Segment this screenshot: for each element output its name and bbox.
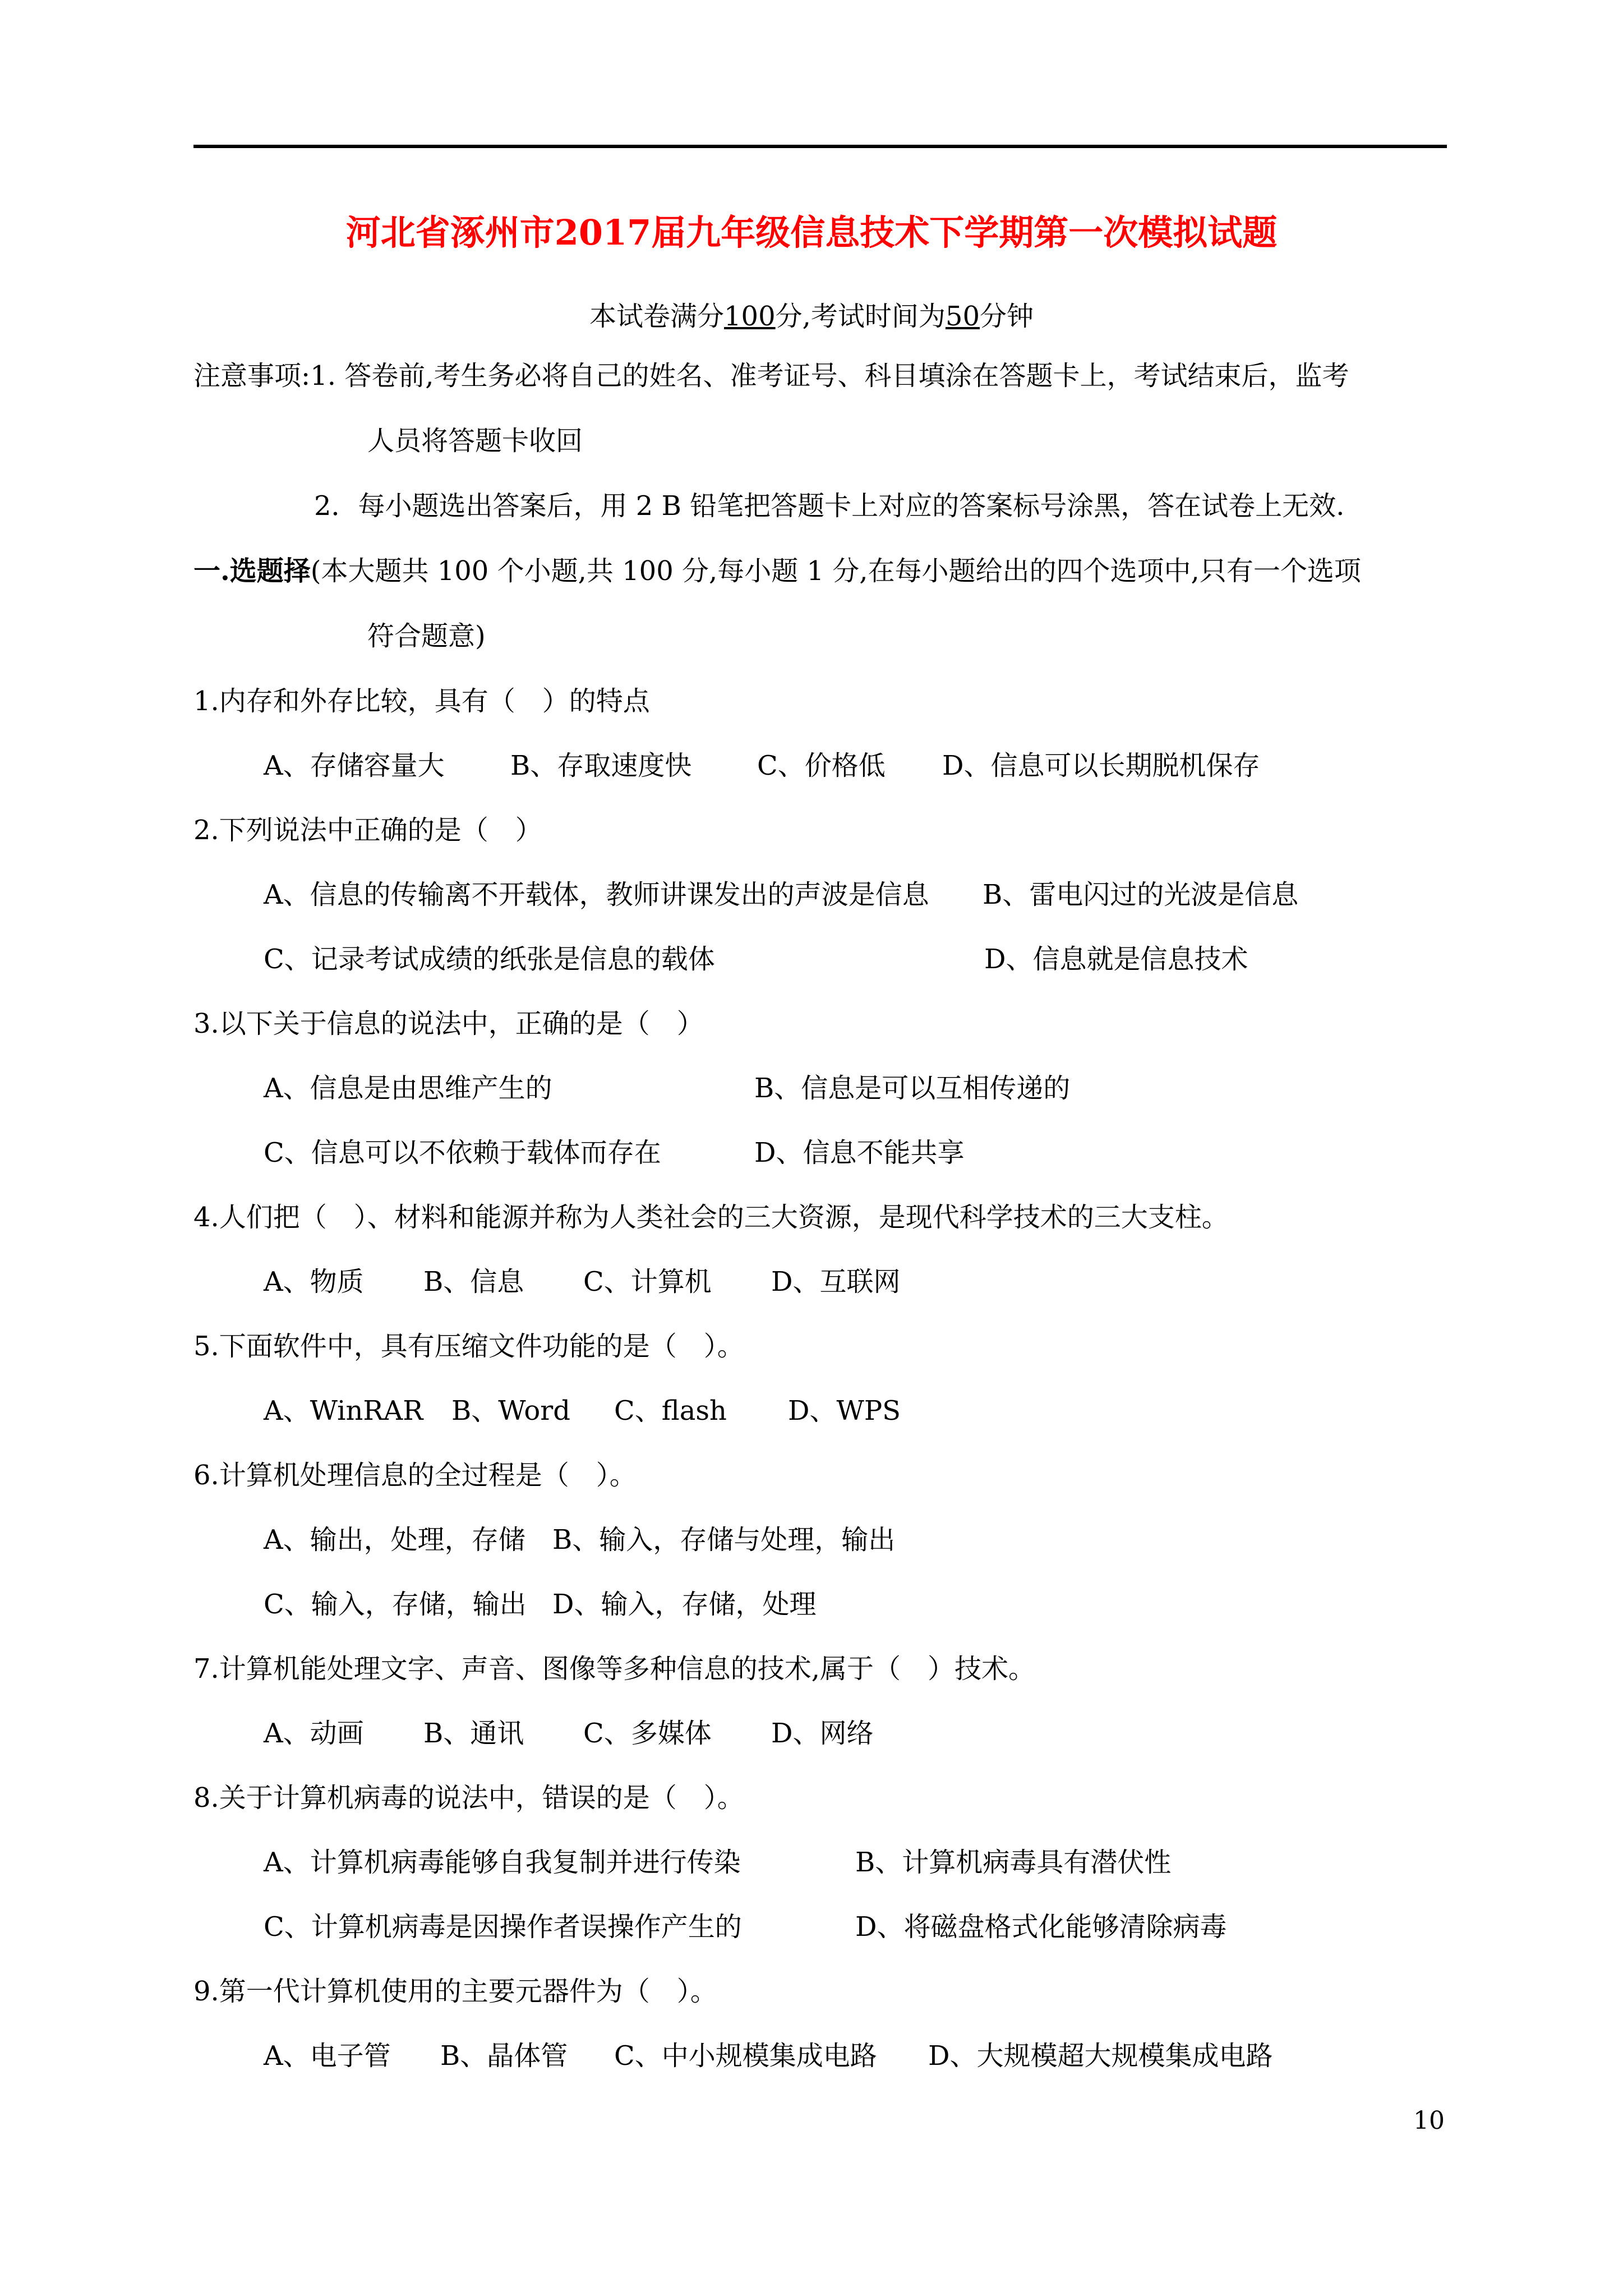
page-title: 河北省涿州市2017届九年级信息技术下学期第一次模拟试题 <box>345 212 1278 253</box>
question-option: D、互联网 <box>771 1266 901 1297</box>
question-option: B、Word <box>451 1395 570 1427</box>
question-option: D、WPS <box>788 1395 901 1427</box>
exam-time: 50 <box>945 301 980 332</box>
question-option: D、信息就是信息技术 <box>984 944 1248 975</box>
question-option: B、通讯 <box>423 1718 524 1749</box>
question-option: D、信息可以长期脱机保存 <box>942 750 1260 781</box>
question-stem: 1.内存和外存比较，具有（ ）的特点 <box>193 685 650 717</box>
question-stem: 5.下面软件中，具有压缩文件功能的是（ ）。 <box>193 1331 744 1362</box>
question-stem: 8.关于计算机病毒的说法中，错误的是（ ）。 <box>193 1782 744 1814</box>
section-desc-cont: 符合题意) <box>367 620 486 652</box>
question-option: D、网络 <box>771 1718 874 1749</box>
question-option: A、存储容量大 <box>264 750 445 781</box>
notice-item-2: 2．每小题选出答案后，用 2 B 铅笔把答题卡上对应的答案标号涂黑，答在试卷上无效. <box>314 490 1345 522</box>
question-option: B、输入，存储与处理，输出 <box>552 1524 896 1556</box>
notice-item-1: 1. 答卷前,考生务必将自己的姓名、准考证号、科目填涂在答题卡上，考试结束后，监考 <box>310 360 1349 392</box>
notice-item-1-cont: 人员将答题卡收回 <box>367 425 583 457</box>
question-option: A、信息是由思维产生的 <box>264 1073 552 1104</box>
exam-info-prefix: 本试卷满分 <box>589 301 725 332</box>
question-option: A、电子管 <box>264 2040 391 2072</box>
question-option: C、计算机病毒是因操作者误操作产生的 <box>264 1911 742 1943</box>
question-stem: 2.下列说法中正确的是（ ） <box>193 815 542 846</box>
page-number: 10 <box>1413 2106 1445 2135</box>
question-option: A、信息的传输离不开载体，教师讲课发出的声波是信息 <box>264 879 929 910</box>
question-option: D、输入，存储，处理 <box>552 1589 817 1620</box>
section-number: 一. <box>193 555 230 587</box>
question-option: A、物质 <box>264 1266 364 1297</box>
question-stem: 7.计算机能处理文字、声音、图像等多种信息的技术,属于（ ）技术。 <box>193 1653 1036 1685</box>
question-option: B、信息是可以互相传递的 <box>754 1073 1071 1104</box>
question-stem: 9.第一代计算机使用的主要元器件为（ ）。 <box>193 1976 717 2007</box>
question-option: C、记录考试成绩的纸张是信息的载体 <box>264 944 715 975</box>
question-option: D、大规模超大规模集成电路 <box>928 2040 1273 2072</box>
section-desc: (本大题共 100 个小题,共 100 分,每小题 1 分,在每小题给出的四个选项中,只有一个选项 <box>310 555 1361 587</box>
question-option: A、输出，处理，存储 <box>264 1524 525 1556</box>
question-option: C、价格低 <box>757 750 886 781</box>
question-option: C、输入，存储，输出 <box>264 1589 527 1620</box>
question-option: C、中小规模集成电路 <box>614 2040 877 2072</box>
exam-info <box>0 295 1623 333</box>
header-rule <box>193 145 1447 148</box>
question-option: B、晶体管 <box>440 2040 568 2072</box>
notice-label: 注意事项: <box>193 360 311 392</box>
question-option: B、存取速度快 <box>510 750 692 781</box>
question-stem: 3.以下关于信息的说法中，正确的是（ ） <box>193 1008 704 1039</box>
notice-line-1 <box>193 359 1349 393</box>
question-option: A、计算机病毒能够自我复制并进行传染 <box>264 1847 741 1878</box>
question-option: C、flash <box>614 1395 727 1427</box>
question-option: C、信息可以不依赖于载体而存在 <box>264 1137 661 1168</box>
question-option: B、信息 <box>423 1266 524 1297</box>
section-title: 选题择 <box>229 555 311 587</box>
question-option: D、将磁盘格式化能够清除病毒 <box>855 1911 1227 1943</box>
section-heading <box>193 554 1361 588</box>
question-stem: 4.人们把（ ）、材料和能源并称为人类社会的三大资源，是现代科学技术的三大支柱。 <box>193 1202 1229 1233</box>
question-option: A、WinRAR <box>264 1395 423 1427</box>
question-option: C、计算机 <box>583 1266 712 1297</box>
question-option: C、多媒体 <box>583 1718 712 1749</box>
question-option: B、雷电闪过的光波是信息 <box>983 879 1299 910</box>
exam-info-suffix: 分钟 <box>979 301 1034 332</box>
question-option: D、信息不能共享 <box>754 1137 965 1168</box>
question-option: B、计算机病毒具有潜伏性 <box>855 1847 1172 1878</box>
question-stem: 6.计算机处理信息的全过程是（ ）。 <box>193 1460 637 1491</box>
question-option: A、动画 <box>264 1718 364 1749</box>
exam-info-mid: 分,考试时间为 <box>775 301 946 332</box>
exam-score: 100 <box>724 301 776 332</box>
